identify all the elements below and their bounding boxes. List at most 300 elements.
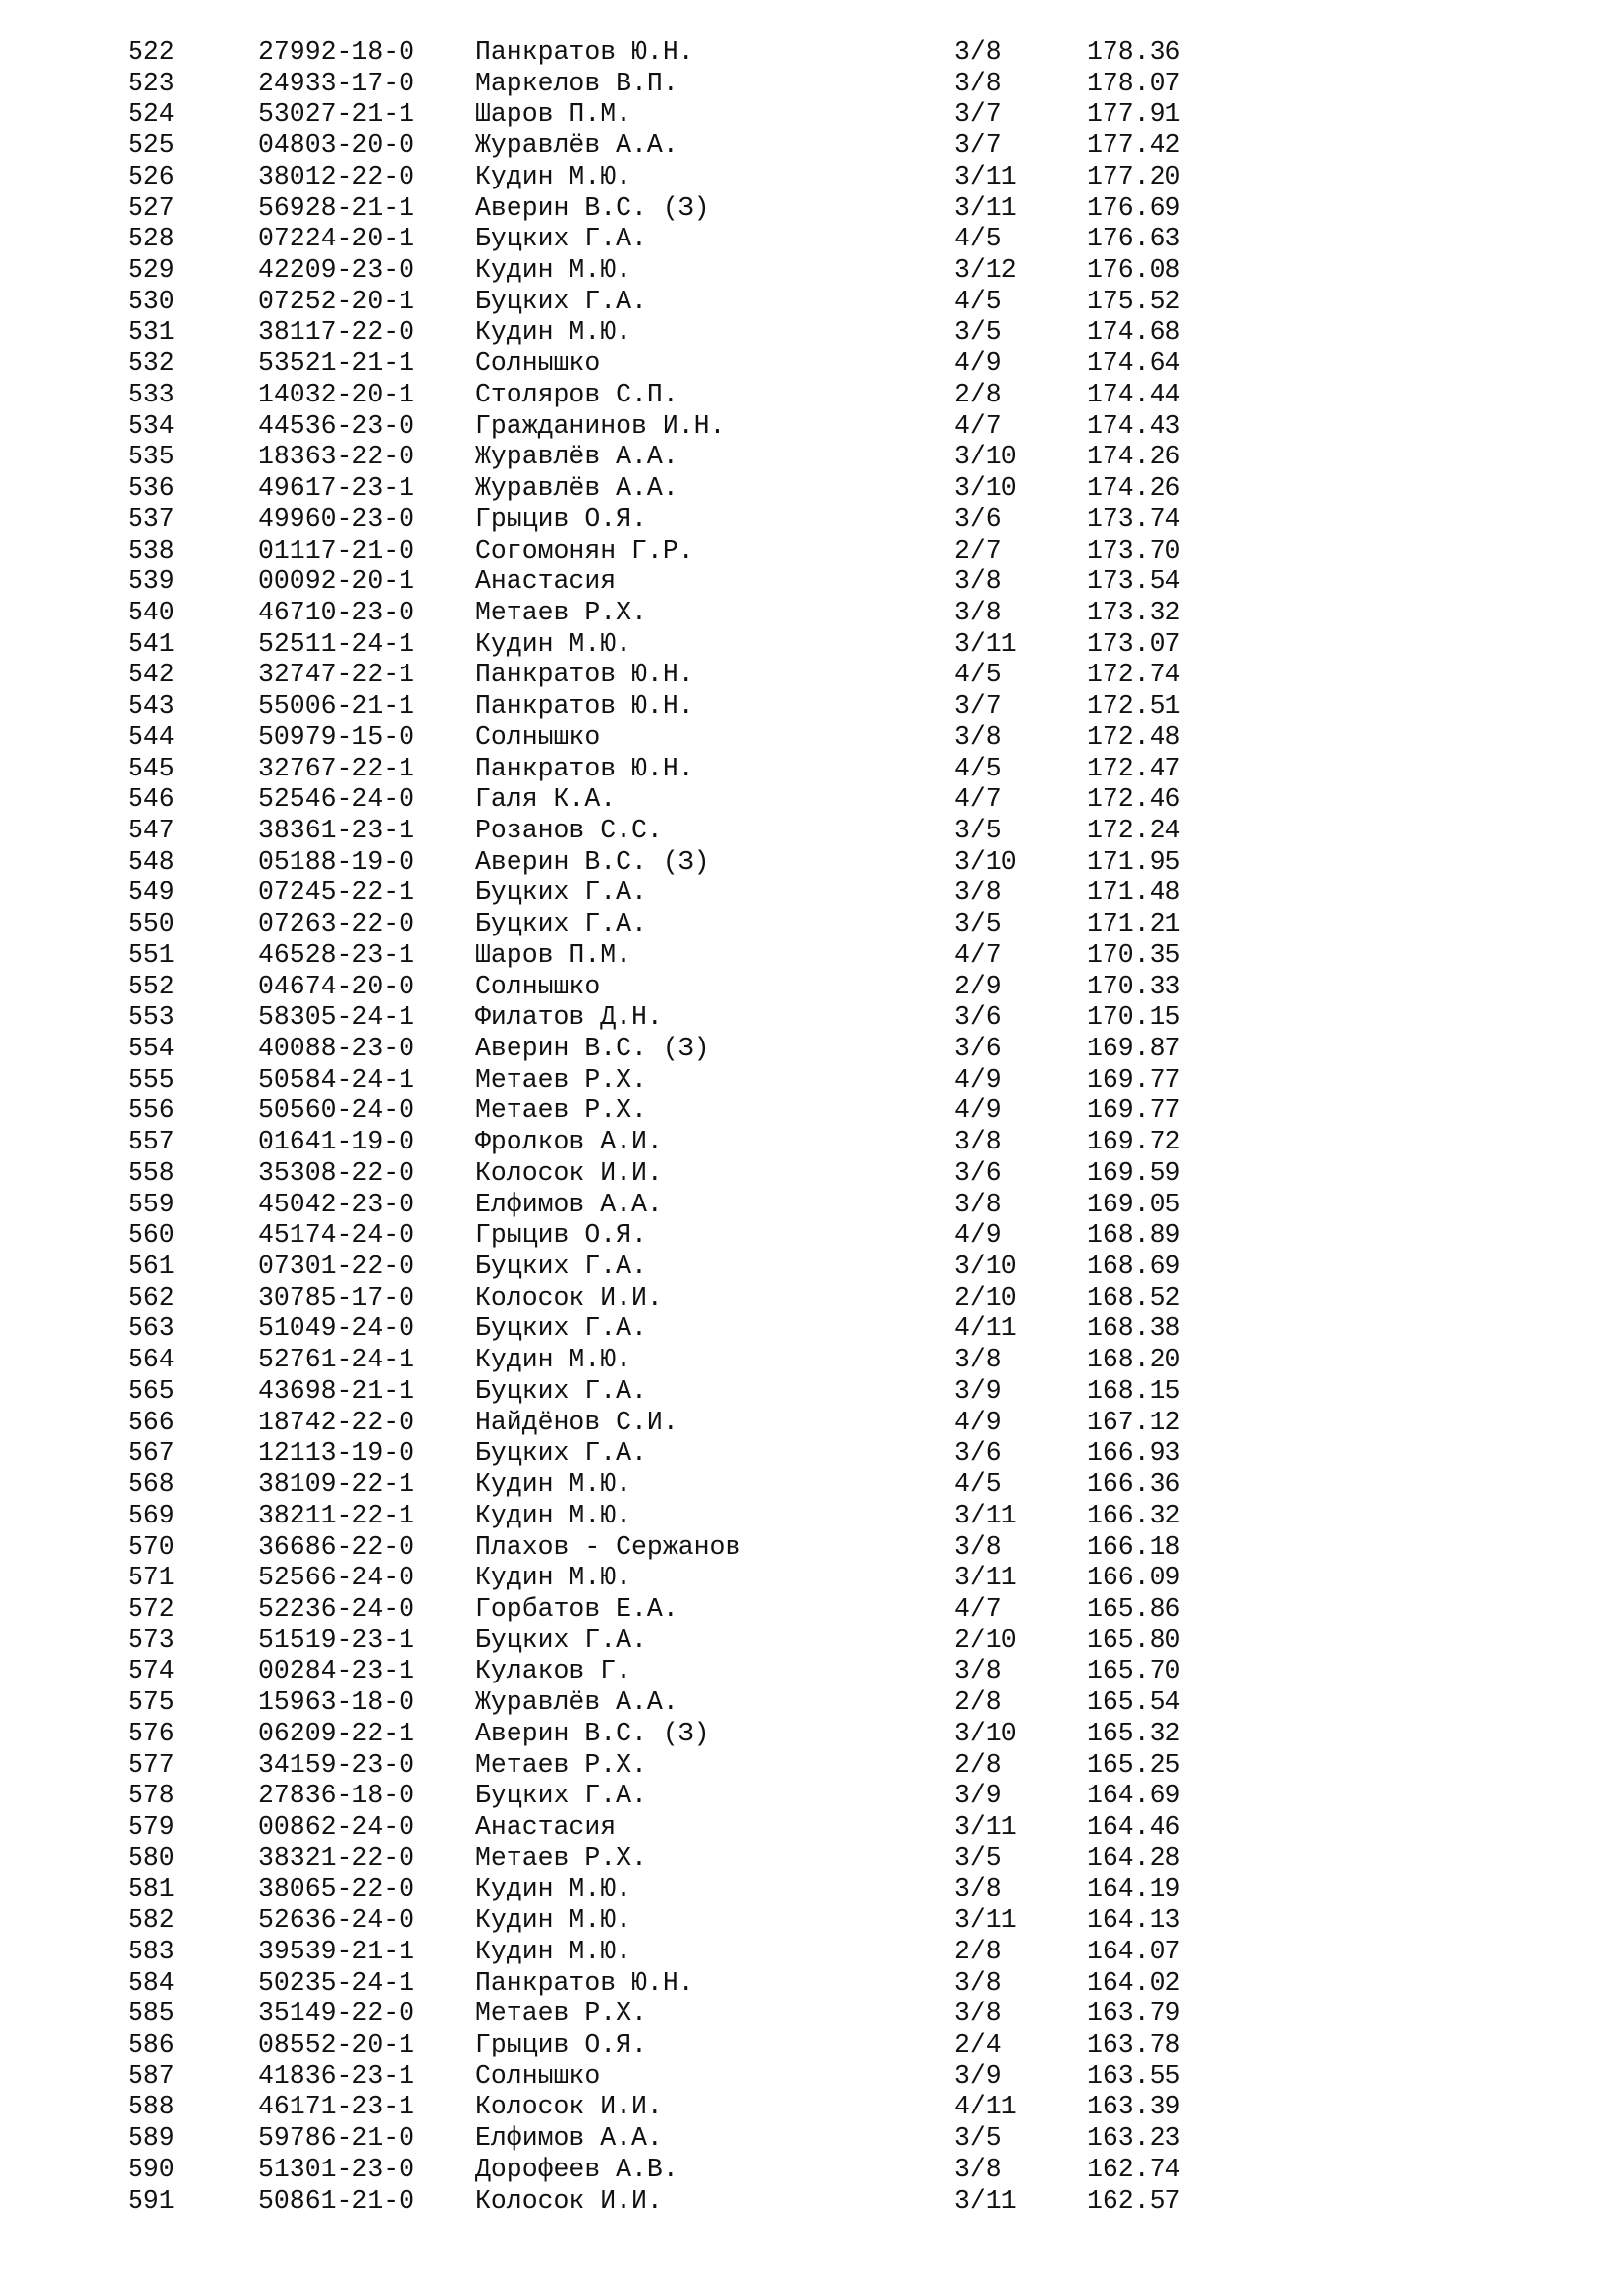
- owner-name: Буцких Г.А.: [475, 1313, 647, 1344]
- owner-name: Дорофеев А.В.: [475, 2154, 678, 2184]
- row-number: 557: [128, 1127, 175, 1157]
- table-row: [0, 1687, 1624, 1719]
- table-row: [0, 1750, 1624, 1782]
- owner-name: Кудин М.Ю.: [475, 1905, 632, 1936]
- owner-name: Плахов - Сержанов: [475, 1531, 741, 1562]
- registration-code: 44536-23-0: [258, 410, 415, 441]
- registration-code: 51519-23-1: [258, 1625, 415, 1655]
- row-number: 541: [128, 628, 175, 659]
- score-value: 178.36: [1087, 37, 1181, 67]
- ratio-value: 3/8: [954, 1656, 1001, 1686]
- row-number: 561: [128, 1252, 175, 1282]
- table-row: [0, 847, 1624, 879]
- row-number: 523: [128, 68, 175, 98]
- registration-code: 07252-20-1: [258, 286, 415, 316]
- row-number: 570: [128, 1531, 175, 1562]
- table-row: [0, 131, 1624, 162]
- registration-code: 27836-18-0: [258, 1781, 415, 1811]
- ratio-value: 3/8: [954, 566, 1001, 597]
- ratio-value: 3/6: [954, 1002, 1001, 1033]
- registration-code: 39539-21-1: [258, 1936, 415, 1966]
- row-number: 529: [128, 255, 175, 286]
- registration-code: 30785-17-0: [258, 1282, 415, 1312]
- table-row: [0, 1408, 1624, 1439]
- score-value: 165.70: [1087, 1656, 1181, 1686]
- score-value: 170.15: [1087, 1002, 1181, 1033]
- row-number: 571: [128, 1563, 175, 1593]
- score-value: 168.69: [1087, 1252, 1181, 1282]
- row-number: 528: [128, 224, 175, 254]
- ratio-value: 2/10: [954, 1282, 1017, 1312]
- table-row: [0, 1937, 1624, 1968]
- row-number: 576: [128, 1718, 175, 1748]
- score-value: 162.57: [1087, 2185, 1181, 2216]
- score-value: 178.07: [1087, 68, 1181, 98]
- owner-name: Столяров С.П.: [475, 379, 678, 409]
- score-value: 177.42: [1087, 131, 1181, 161]
- owner-name: Елфимов А.А.: [475, 1189, 663, 1219]
- row-number: 550: [128, 909, 175, 939]
- score-value: 163.78: [1087, 2030, 1181, 2059]
- registration-code: 08552-20-1: [258, 2030, 415, 2059]
- table-row: [0, 1065, 1624, 1096]
- table-row: [0, 536, 1624, 567]
- ratio-value: 3/8: [954, 721, 1001, 752]
- table-row: [0, 255, 1624, 287]
- row-number: 540: [128, 597, 175, 627]
- table-row: [0, 1532, 1624, 1564]
- registration-code: 07224-20-1: [258, 224, 415, 254]
- ratio-value: 4/9: [954, 1064, 1001, 1095]
- registration-code: 14032-20-1: [258, 379, 415, 409]
- ratio-value: 2/4: [954, 2030, 1001, 2059]
- registration-code: 49617-23-1: [258, 473, 415, 504]
- score-value: 176.08: [1087, 255, 1181, 286]
- ratio-value: 3/9: [954, 1781, 1001, 1811]
- row-number: 573: [128, 1625, 175, 1655]
- registration-code: 00862-24-0: [258, 1811, 415, 1842]
- registration-code: 38361-23-1: [258, 815, 415, 845]
- registration-code: 50584-24-1: [258, 1064, 415, 1095]
- row-number: 578: [128, 1781, 175, 1811]
- table-row: [0, 1190, 1624, 1221]
- row-number: 568: [128, 1469, 175, 1500]
- ratio-value: 4/9: [954, 1095, 1001, 1126]
- score-value: 171.21: [1087, 909, 1181, 939]
- ratio-value: 2/9: [954, 971, 1001, 1001]
- row-number: 562: [128, 1282, 175, 1312]
- score-value: 165.54: [1087, 1687, 1181, 1718]
- row-number: 569: [128, 1500, 175, 1530]
- ratio-value: 3/5: [954, 1842, 1001, 1873]
- ratio-value: 3/11: [954, 1811, 1017, 1842]
- owner-name: Согомонян Г.Р.: [475, 535, 694, 565]
- registration-code: 35149-22-0: [258, 1999, 415, 2029]
- registration-code: 49960-23-0: [258, 504, 415, 534]
- row-number: 524: [128, 99, 175, 130]
- table-row: [0, 940, 1624, 972]
- table-row: [0, 224, 1624, 255]
- ratio-value: 2/8: [954, 1687, 1001, 1718]
- ratio-value: 3/10: [954, 1718, 1017, 1748]
- owner-name: Шаров П.М.: [475, 99, 632, 130]
- registration-code: 38321-22-0: [258, 1842, 415, 1873]
- registration-code: 18742-22-0: [258, 1407, 415, 1437]
- registration-code: 41836-23-1: [258, 2060, 415, 2091]
- row-number: 591: [128, 2185, 175, 2216]
- score-value: 174.64: [1087, 348, 1181, 379]
- owner-name: Грыцив О.Я.: [475, 1220, 647, 1251]
- score-value: 169.87: [1087, 1034, 1181, 1063]
- row-number: 590: [128, 2154, 175, 2184]
- row-number: 556: [128, 1095, 175, 1126]
- owner-name: Грыцив О.Я.: [475, 2030, 647, 2059]
- registration-code: 45042-23-0: [258, 1189, 415, 1219]
- ratio-value: 3/11: [954, 628, 1017, 659]
- registration-code: 12113-19-0: [258, 1438, 415, 1468]
- registration-code: 50861-21-0: [258, 2185, 415, 2216]
- row-number: 558: [128, 1157, 175, 1188]
- score-value: 169.05: [1087, 1189, 1181, 1219]
- score-value: 174.44: [1087, 379, 1181, 409]
- table-row: [0, 1127, 1624, 1158]
- score-value: 168.38: [1087, 1313, 1181, 1344]
- row-number: 559: [128, 1189, 175, 1219]
- row-number: 533: [128, 379, 175, 409]
- row-number: 580: [128, 1842, 175, 1873]
- owner-name: Солнышко: [475, 2060, 601, 2091]
- ratio-value: 2/8: [954, 379, 1001, 409]
- table-row: [0, 1905, 1624, 1937]
- registration-code: 35308-22-0: [258, 1157, 415, 1188]
- owner-name: Метаев Р.Х.: [475, 597, 647, 627]
- owner-name: Кудин М.Ю.: [475, 1563, 632, 1593]
- score-value: 169.77: [1087, 1064, 1181, 1095]
- registration-code: 38065-22-0: [258, 1874, 415, 1904]
- owner-name: Аверин В.С. (З): [475, 1034, 710, 1063]
- owner-name: Кудин М.Ю.: [475, 1936, 632, 1966]
- registration-code: 32767-22-1: [258, 753, 415, 783]
- table-row: [0, 1469, 1624, 1501]
- registration-code: 52546-24-0: [258, 784, 415, 815]
- registration-code: 46710-23-0: [258, 597, 415, 627]
- owner-name: Журавлёв А.А.: [475, 1687, 678, 1718]
- registration-code: 52761-24-1: [258, 1345, 415, 1375]
- score-value: 168.89: [1087, 1220, 1181, 1251]
- table-row: [0, 878, 1624, 909]
- registration-code: 38109-22-1: [258, 1469, 415, 1500]
- owner-name: Шаров П.М.: [475, 939, 632, 970]
- owner-name: Грыцив О.Я.: [475, 504, 647, 534]
- table-row: [0, 629, 1624, 661]
- row-number: 545: [128, 753, 175, 783]
- score-value: 172.74: [1087, 660, 1181, 690]
- ratio-value: 3/5: [954, 317, 1001, 347]
- score-value: 173.32: [1087, 597, 1181, 627]
- score-value: 163.39: [1087, 2092, 1181, 2122]
- score-value: 174.43: [1087, 410, 1181, 441]
- row-number: 564: [128, 1345, 175, 1375]
- row-number: 589: [128, 2123, 175, 2154]
- owner-name: Буцких Г.А.: [475, 909, 647, 939]
- ratio-value: 4/9: [954, 348, 1001, 379]
- table-row: [0, 2061, 1624, 2093]
- row-number: 522: [128, 37, 175, 67]
- ratio-value: 4/11: [954, 1313, 1017, 1344]
- row-number: 585: [128, 1999, 175, 2029]
- ratio-value: 4/7: [954, 410, 1001, 441]
- table-row: [0, 1563, 1624, 1594]
- registration-code: 00092-20-1: [258, 566, 415, 597]
- ratio-value: 3/8: [954, 37, 1001, 67]
- table-row: [0, 1345, 1624, 1376]
- owner-name: Елфимов А.А.: [475, 2123, 663, 2154]
- owner-name: Кудин М.Ю.: [475, 317, 632, 347]
- registration-code: 06209-22-1: [258, 1718, 415, 1748]
- owner-name: Метаев Р.Х.: [475, 1999, 647, 2029]
- owner-name: Колосок И.И.: [475, 1157, 663, 1188]
- row-number: 553: [128, 1002, 175, 1033]
- owner-name: Буцких Г.А.: [475, 1375, 647, 1406]
- row-number: 575: [128, 1687, 175, 1718]
- registration-code: 32747-22-1: [258, 660, 415, 690]
- table-row: [0, 1968, 1624, 2000]
- ratio-value: 3/8: [954, 1967, 1001, 1998]
- owner-name: Аверин В.С. (З): [475, 1718, 710, 1748]
- ratio-value: 4/5: [954, 224, 1001, 254]
- ratio-value: 3/10: [954, 473, 1017, 504]
- row-number: 530: [128, 286, 175, 316]
- table-row: [0, 722, 1624, 754]
- score-value: 164.07: [1087, 1936, 1181, 1966]
- owner-name: Фролков А.И.: [475, 1127, 663, 1157]
- owner-name: Панкратов Ю.Н.: [475, 1967, 694, 1998]
- row-number: 574: [128, 1656, 175, 1686]
- score-value: 169.77: [1087, 1095, 1181, 1126]
- ratio-value: 3/7: [954, 691, 1001, 721]
- table-row: [0, 972, 1624, 1003]
- score-value: 176.69: [1087, 192, 1181, 223]
- registration-code: 38012-22-0: [258, 161, 415, 191]
- results-table: [0, 37, 1624, 2216]
- row-number: 554: [128, 1034, 175, 1063]
- row-number: 588: [128, 2092, 175, 2122]
- row-number: 551: [128, 939, 175, 970]
- table-row: [0, 442, 1624, 473]
- registration-code: 38211-22-1: [258, 1500, 415, 1530]
- score-value: 171.48: [1087, 878, 1181, 908]
- ratio-value: 3/6: [954, 1157, 1001, 1188]
- row-number: 542: [128, 660, 175, 690]
- owner-name: Колосок И.И.: [475, 2185, 663, 2216]
- registration-code: 15963-18-0: [258, 1687, 415, 1718]
- table-row: [0, 287, 1624, 318]
- score-value: 177.20: [1087, 161, 1181, 191]
- owner-name: Анастасия: [475, 1811, 617, 1842]
- table-row: [0, 411, 1624, 443]
- owner-name: Метаев Р.Х.: [475, 1095, 647, 1126]
- row-number: 534: [128, 410, 175, 441]
- ratio-value: 3/7: [954, 99, 1001, 130]
- row-number: 581: [128, 1874, 175, 1904]
- row-number: 535: [128, 442, 175, 472]
- score-value: 177.91: [1087, 99, 1181, 130]
- table-row: [0, 380, 1624, 411]
- ratio-value: 3/11: [954, 1500, 1017, 1530]
- table-row: [0, 566, 1624, 598]
- table-row: [0, 1438, 1624, 1469]
- registration-code: 55006-21-1: [258, 691, 415, 721]
- score-value: 165.80: [1087, 1625, 1181, 1655]
- table-row: [0, 2092, 1624, 2123]
- row-number: 543: [128, 691, 175, 721]
- table-row: [0, 162, 1624, 193]
- score-value: 169.59: [1087, 1157, 1181, 1188]
- ratio-value: 3/10: [954, 442, 1017, 472]
- score-value: 165.25: [1087, 1749, 1181, 1780]
- row-number: 526: [128, 161, 175, 191]
- table-row: [0, 348, 1624, 380]
- registration-code: 53521-21-1: [258, 348, 415, 379]
- ratio-value: 3/11: [954, 161, 1017, 191]
- row-number: 563: [128, 1313, 175, 1344]
- ratio-value: 3/9: [954, 1375, 1001, 1406]
- registration-code: 51301-23-0: [258, 2154, 415, 2184]
- owner-name: Кудин М.Ю.: [475, 161, 632, 191]
- table-row: [0, 1874, 1624, 1905]
- ratio-value: 3/8: [954, 1127, 1001, 1157]
- row-number: 544: [128, 721, 175, 752]
- score-value: 166.93: [1087, 1438, 1181, 1468]
- registration-code: 07263-22-0: [258, 909, 415, 939]
- ratio-value: 3/11: [954, 1905, 1017, 1936]
- row-number: 537: [128, 504, 175, 534]
- owner-name: Панкратов Ю.Н.: [475, 37, 694, 67]
- owner-name: Кудин М.Ю.: [475, 255, 632, 286]
- ratio-value: 3/8: [954, 597, 1001, 627]
- ratio-value: 3/8: [954, 1345, 1001, 1375]
- score-value: 170.33: [1087, 971, 1181, 1001]
- registration-code: 00284-23-1: [258, 1656, 415, 1686]
- score-value: 171.95: [1087, 846, 1181, 877]
- row-number: 552: [128, 971, 175, 1001]
- table-row: [0, 1781, 1624, 1812]
- score-value: 168.15: [1087, 1375, 1181, 1406]
- owner-name: Метаев Р.Х.: [475, 1064, 647, 1095]
- owner-name: Панкратов Ю.Н.: [475, 660, 694, 690]
- row-number: 586: [128, 2030, 175, 2059]
- registration-code: 43698-21-1: [258, 1375, 415, 1406]
- owner-name: Гражданинов И.Н.: [475, 410, 726, 441]
- table-row: [0, 1999, 1624, 2030]
- row-number: 531: [128, 317, 175, 347]
- row-number: 546: [128, 784, 175, 815]
- table-row: [0, 1626, 1624, 1657]
- row-number: 587: [128, 2060, 175, 2091]
- ratio-value: 4/9: [954, 1407, 1001, 1437]
- owner-name: Кудин М.Ю.: [475, 1874, 632, 1904]
- owner-name: Кудин М.Ю.: [475, 1469, 632, 1500]
- owner-name: Галя К.А.: [475, 784, 617, 815]
- row-number: 572: [128, 1593, 175, 1624]
- score-value: 164.19: [1087, 1874, 1181, 1904]
- table-row: [0, 2030, 1624, 2061]
- table-row: [0, 816, 1624, 847]
- owner-name: Буцких Г.А.: [475, 1625, 647, 1655]
- owner-name: Колосок И.И.: [475, 2092, 663, 2122]
- ratio-value: 4/5: [954, 753, 1001, 783]
- table-row: [0, 2123, 1624, 2155]
- row-number: 538: [128, 535, 175, 565]
- ratio-value: 4/7: [954, 939, 1001, 970]
- owner-name: Буцких Г.А.: [475, 1252, 647, 1282]
- table-row: [0, 909, 1624, 940]
- ratio-value: 4/9: [954, 1220, 1001, 1251]
- owner-name: Буцких Г.А.: [475, 878, 647, 908]
- owner-name: Кулаков Г.: [475, 1656, 632, 1686]
- owner-name: Филатов Д.Н.: [475, 1002, 663, 1033]
- ratio-value: 3/8: [954, 1874, 1001, 1904]
- score-value: 175.52: [1087, 286, 1181, 316]
- ratio-value: 3/8: [954, 878, 1001, 908]
- owner-name: Кудин М.Ю.: [475, 1345, 632, 1375]
- score-value: 172.51: [1087, 691, 1181, 721]
- ratio-value: 3/11: [954, 1563, 1017, 1593]
- ratio-value: 2/8: [954, 1936, 1001, 1966]
- ratio-value: 4/5: [954, 286, 1001, 316]
- registration-code: 52566-24-0: [258, 1563, 415, 1593]
- table-row: [0, 69, 1624, 100]
- table-row: [0, 1656, 1624, 1687]
- row-number: 560: [128, 1220, 175, 1251]
- registration-code: 52511-24-1: [258, 628, 415, 659]
- registration-code: 27992-18-0: [258, 37, 415, 67]
- registration-code: 52636-24-0: [258, 1905, 415, 1936]
- score-value: 164.46: [1087, 1811, 1181, 1842]
- score-value: 174.26: [1087, 442, 1181, 472]
- table-row: [0, 193, 1624, 225]
- registration-code: 04803-20-0: [258, 131, 415, 161]
- row-number: 567: [128, 1438, 175, 1468]
- registration-code: 04674-20-0: [258, 971, 415, 1001]
- registration-code: 45174-24-0: [258, 1220, 415, 1251]
- owner-name: Панкратов Ю.Н.: [475, 753, 694, 783]
- ratio-value: 3/5: [954, 815, 1001, 845]
- table-row: [0, 598, 1624, 629]
- score-value: 172.47: [1087, 753, 1181, 783]
- table-row: [0, 473, 1624, 505]
- owner-name: Журавлёв А.А.: [475, 473, 678, 504]
- owner-name: Розанов С.С.: [475, 815, 663, 845]
- ratio-value: 3/9: [954, 2060, 1001, 2091]
- score-value: 166.32: [1087, 1500, 1181, 1530]
- registration-code: 51049-24-0: [258, 1313, 415, 1344]
- registration-code: 58305-24-1: [258, 1002, 415, 1033]
- score-value: 173.07: [1087, 628, 1181, 659]
- owner-name: Буцких Г.А.: [475, 224, 647, 254]
- score-value: 174.68: [1087, 317, 1181, 347]
- table-row: [0, 2155, 1624, 2186]
- row-number: 565: [128, 1375, 175, 1406]
- table-row: [0, 1283, 1624, 1314]
- score-value: 163.79: [1087, 1999, 1181, 2029]
- ratio-value: 3/8: [954, 2154, 1001, 2184]
- owner-name: Аверин В.С. (З): [475, 192, 710, 223]
- score-value: 166.18: [1087, 1531, 1181, 1562]
- table-row: [0, 2186, 1624, 2217]
- registration-code: 50235-24-1: [258, 1967, 415, 1998]
- registration-code: 46171-23-1: [258, 2092, 415, 2122]
